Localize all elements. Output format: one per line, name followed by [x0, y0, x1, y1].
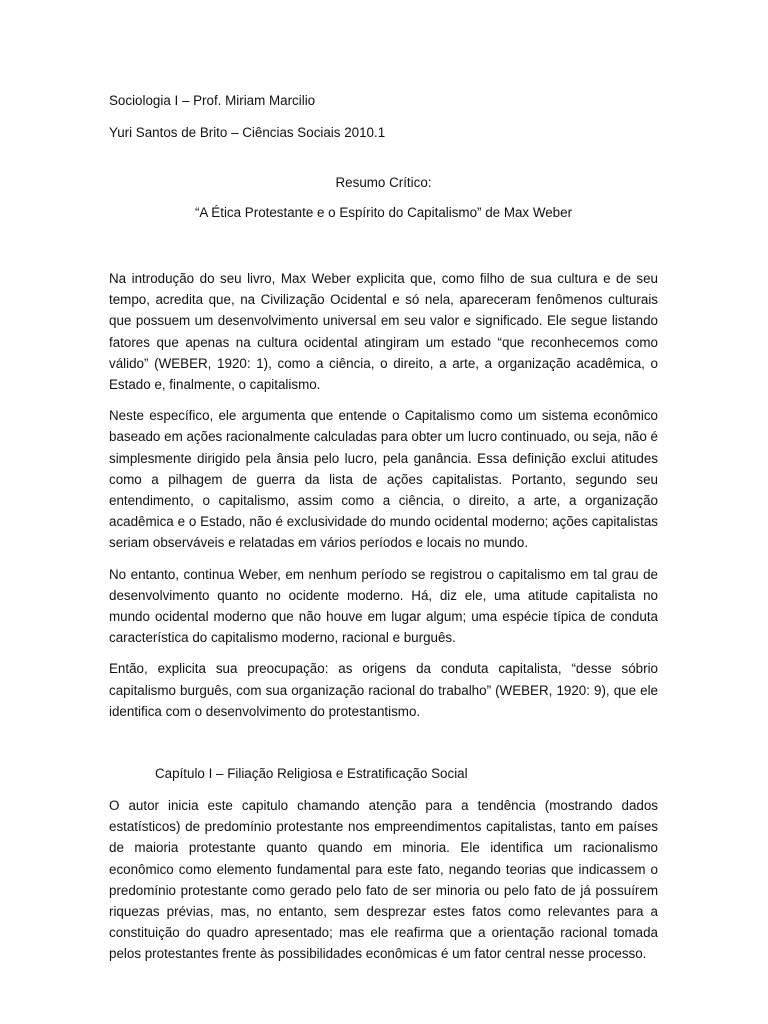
intro-paragraph: Na introdução do seu livro, Max Weber explicita que, como filho de sua cultura e de seu tempo, acredita que, na Civilização Ocidental e só nela, apareceram fenômenos culturais que possuem um desenvolvimento universal em seu valor e significado. Ele segue listando fatores que apenas na cultura ocidental atingiram um estado “que reconhecemos como válido” (WEBER, 1920: 1), como a ciência, o direito, a arte, a organização acadêmica, o Estado e, finalmente, o capitalismo. — [109, 271, 658, 393]
chapter-paragraph: O autor inicia este capitulo chamando atenção para a tendência (mostrando dados estatísticos) de predomínio protestante nos empreendimentos capitalistas, tanto em países de maioria protestante quanto quando em minoria. Ele identifica um racionalismo econômico como elemento fundamental para este fato, negando teorias que indicassem o predomínio protestante como gerado pelo fato de ser minoria ou pelo fato de já possuírem riquezas prévias, mas, no entanto, sem desprezar estes fatos como relevantes para a constituição do quadro apresentado; mas ele reafirma que a orientação racional tomada pelos protestantes frente às possibilidades econômicas é um fator central nesse processo. — [109, 798, 658, 962]
course-line: Sociologia I – Prof. Miriam Marcilio — [109, 93, 316, 108]
chapter-heading: Capítulo I – Filiação Religiosa e Estratificação Social — [155, 766, 468, 782]
intro-paragraph: Neste específico, ele argumenta que entende o Capitalismo como um sistema econômico baseado em ações racionalmente calculadas para obter um lucro continuado, ou seja, não é simplesmente dirigido pela ânsia pelo lucro, pela ganância. Essa definição exclui atitudes como a pilhagem de guerra da lista de ações capitalistas. Portanto, segundo seu entendimento, o capitalismo, assim como a ciência, o direito, a arte, a organização acadêmica e o Estado, não é exclusividade do mundo ocidental moderno; ações capitalistas seriam observáveis e relatadas em vários períodos e locais no mundo. — [109, 408, 658, 551]
introduction-section — [109, 268, 658, 722]
document-title-work: “A Ética Protestante e o Espírito do Capitalismo” de Max Weber — [194, 205, 573, 220]
document-title-label: Resumo Crítico: — [335, 175, 432, 190]
intro-paragraph: Então, explicita sua preocupação: as origens da conduta capitalista, “desse sóbrio capitalismo burguês, com sua organização racional do trabalho” (WEBER, 1920: 9), que ele identifica com o desenvolvimento do protestantismo. — [109, 661, 658, 719]
document-body — [109, 92, 658, 965]
title-block — [109, 174, 658, 222]
intro-paragraph: No entanto, continua Weber, em nenhum período se registrou o capitalismo em tal grau de desenvolvimento quanto no ocidente moderno. Há, diz ele, uma atitude capitalista no mundo ocidental moderno que não houve em lugar algum; uma espécie típica de conduta característica do capitalismo moderno, racional e burguês. — [109, 566, 658, 646]
student-line: Yuri Santos de Brito – Ciências Sociais 2010.1 — [109, 125, 386, 140]
